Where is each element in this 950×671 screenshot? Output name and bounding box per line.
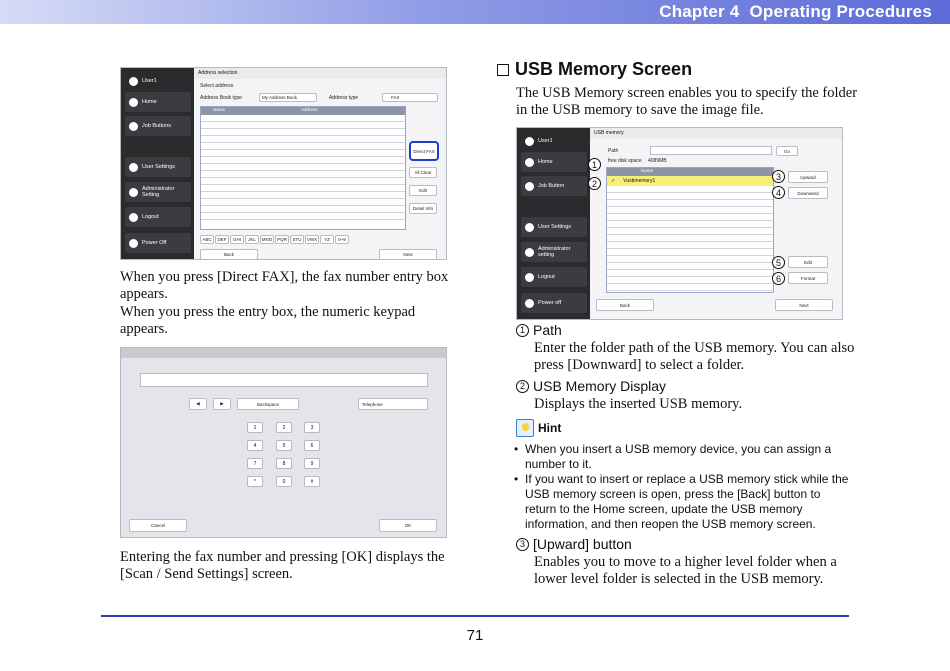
edit-button[interactable]: Edit [409, 185, 437, 196]
sidebar [517, 128, 590, 319]
tab-0-9[interactable]: 0~9 [335, 235, 349, 244]
tab-pqr[interactable]: PQR [275, 235, 289, 244]
marker-2: 2 [588, 177, 601, 190]
key-2[interactable]: 2 [276, 422, 292, 433]
power-icon [129, 239, 138, 248]
book-type-select[interactable]: My Address Book [259, 93, 317, 102]
free-space-value: 4089MB [648, 158, 667, 164]
hint-bullet-2: • If you want to insert or replace a USB memory stick while the USB memory screen is open, press the [Back] button to return to the Home screen, update the USB memory information, and then reopen the USB memory screen. [514, 472, 849, 531]
back-button[interactable]: Back [200, 249, 258, 260]
marker-4: 4 [772, 186, 785, 199]
marker-6: 6 [772, 272, 785, 285]
gear-icon [525, 248, 534, 257]
power-icon [525, 299, 534, 308]
screen-title: Address selection [194, 68, 447, 79]
key-1[interactable]: 1 [247, 422, 263, 433]
item-number-1: 1 [516, 324, 529, 337]
direct-fax-button[interactable]: Direct FAX [409, 141, 439, 161]
sidebar-user: User1 [125, 71, 191, 91]
logout-icon [525, 273, 534, 282]
index-tabs [200, 235, 349, 244]
address-column-header: Address [301, 107, 318, 112]
fax-number-input[interactable] [140, 373, 428, 387]
next-button[interactable]: Next [775, 299, 833, 311]
item-upward-description: Enables you to move to a higher level folder when a lower level folder is selected in the USB memory. [534, 554, 837, 588]
item-path-title: 1 Path [516, 322, 562, 338]
name-column-header: Name [213, 107, 226, 112]
usb-memory-item[interactable]: ✓ Vusbmemory1 [607, 176, 773, 186]
tab-stu[interactable]: STU [290, 235, 304, 244]
edit-button[interactable]: Edit [788, 256, 828, 268]
select-address-label: Select address. [200, 83, 235, 89]
job-buttons-icon [129, 122, 138, 131]
screen-title: USB memory [590, 128, 843, 139]
tab-ghi[interactable]: GHI [230, 235, 244, 244]
tab-yz[interactable]: YZ [320, 235, 334, 244]
tab-def[interactable]: DEF [215, 235, 229, 244]
user-icon [129, 77, 138, 86]
address-list[interactable] [200, 106, 406, 230]
sidebar [121, 68, 194, 259]
section-intro: The USB Memory screen enables you to specify the folder in the USB memory to save the image file. [516, 85, 858, 119]
chapter-number: Chapter 4 [659, 2, 740, 21]
backspace-button[interactable]: Backspace [237, 398, 299, 410]
usb-drive-icon: ✓ [611, 178, 616, 184]
address-selection-screenshot [120, 67, 447, 260]
sidebar-logout[interactable]: Logout [125, 207, 191, 227]
go-button[interactable]: Go [776, 146, 798, 156]
key-5[interactable]: 5 [276, 440, 292, 451]
direct-fax-description: When you press [Direct FAX], the fax number entry box appears. When you press the entry box, the numeric keypad appears. [120, 269, 449, 338]
usb-memory-screenshot [516, 127, 843, 320]
checkbox-icon [497, 64, 509, 76]
footer-divider [101, 615, 849, 617]
item-path-description: Enter the folder path of the USB memory. You can also press [Downward] to select a folder. [534, 340, 855, 374]
back-button[interactable]: Back [596, 299, 654, 311]
cursor-left-button[interactable]: ◀ [189, 398, 207, 410]
home-icon [525, 158, 534, 167]
hint-heading: Hint [516, 419, 561, 437]
sidebar-home[interactable]: Home [125, 92, 191, 112]
tab-vwx[interactable]: VWX [306, 237, 318, 242]
book-type-label: Address Book type [200, 95, 242, 101]
upward-button[interactable]: Upward [788, 171, 828, 183]
item-number-3: 3 [516, 538, 529, 551]
item-upward-title: 3 [Upward] button [516, 536, 632, 552]
ok-description: Entering the fax number and pressing [OK] displays the [Scan / Send Settings] screen. [120, 549, 445, 583]
user-icon [525, 137, 534, 146]
sidebar-power-off[interactable]: Power Off [125, 233, 191, 253]
hint-bullet-1: • When you insert a USB memory device, you can assign a number to it. [514, 442, 832, 471]
all-clear-button[interactable]: All Clear [409, 167, 437, 178]
section-heading: USB Memory Screen [497, 59, 692, 80]
sidebar-job-button[interactable]: Job Button [521, 176, 587, 196]
item-usb-display-title: 2 USB Memory Display [516, 378, 666, 394]
tab-mno[interactable]: MNO [261, 237, 273, 242]
tab-abc[interactable]: ABC [200, 235, 214, 244]
key-8[interactable]: 8 [276, 458, 292, 469]
marker-1: 1 [588, 158, 601, 171]
address-type-label: Address type [329, 95, 359, 101]
item-usb-display-description: Displays the inserted USB memory. [534, 396, 743, 412]
page-number: 71 [466, 627, 484, 644]
sidebar-user-settings[interactable]: User Settings [125, 157, 191, 177]
usb-memory-list[interactable] [606, 167, 774, 293]
numeric-keypad-screenshot [120, 347, 447, 538]
chapter-header [0, 0, 950, 24]
downward-button[interactable]: Downward [788, 187, 828, 199]
sidebar-power-off[interactable]: Power off [521, 293, 587, 313]
logout-icon [129, 213, 138, 222]
sidebar-job-buttons[interactable]: Job Buttons [125, 116, 191, 136]
home-icon [129, 98, 138, 107]
key-9[interactable]: 9 [304, 458, 320, 469]
key-4[interactable]: 4 [247, 440, 263, 451]
next-button[interactable]: Next [379, 249, 437, 260]
sidebar-home[interactable]: Home [521, 152, 587, 172]
user-settings-icon [525, 223, 534, 232]
cancel-button[interactable]: Cancel [129, 519, 187, 532]
sidebar-admin-setting[interactable]: Administrator Setting [125, 182, 191, 202]
path-input[interactable] [650, 146, 772, 155]
key-star[interactable]: * [247, 476, 263, 487]
sidebar-admin-setting[interactable]: Administrator setting [521, 242, 587, 262]
key-3[interactable]: 3 [304, 422, 320, 433]
sidebar-user: User1 [521, 131, 587, 151]
tab-jkl[interactable]: JKL [245, 235, 259, 244]
job-buttons-icon [525, 182, 534, 191]
item-number-2: 2 [516, 380, 529, 393]
format-button[interactable]: Format [788, 272, 828, 284]
marker-3: 3 [772, 170, 785, 183]
cursor-right-button[interactable]: ▶ [213, 398, 231, 410]
sidebar-user-settings[interactable]: User Settings [521, 217, 587, 237]
key-6[interactable]: 6 [304, 440, 320, 451]
detail-info-button[interactable]: Detail Info [409, 203, 437, 214]
key-7[interactable]: 7 [247, 458, 263, 469]
path-label: Path [608, 148, 619, 154]
gear-icon [129, 188, 138, 197]
sidebar-logout[interactable]: Logout [521, 267, 587, 287]
free-space-label: free disk space [608, 158, 642, 164]
key-hash[interactable]: # [304, 476, 320, 487]
ok-button[interactable]: OK [379, 519, 437, 532]
marker-5: 5 [772, 256, 785, 269]
user-settings-icon [129, 163, 138, 172]
key-0[interactable]: 0 [276, 476, 292, 487]
chapter-title: Operating Procedures [749, 2, 932, 21]
lightbulb-icon [516, 419, 534, 437]
number-type-select[interactable]: Telephone [358, 398, 428, 410]
name-column-header: Name [641, 168, 654, 173]
address-type-select[interactable]: FAX [382, 93, 438, 102]
